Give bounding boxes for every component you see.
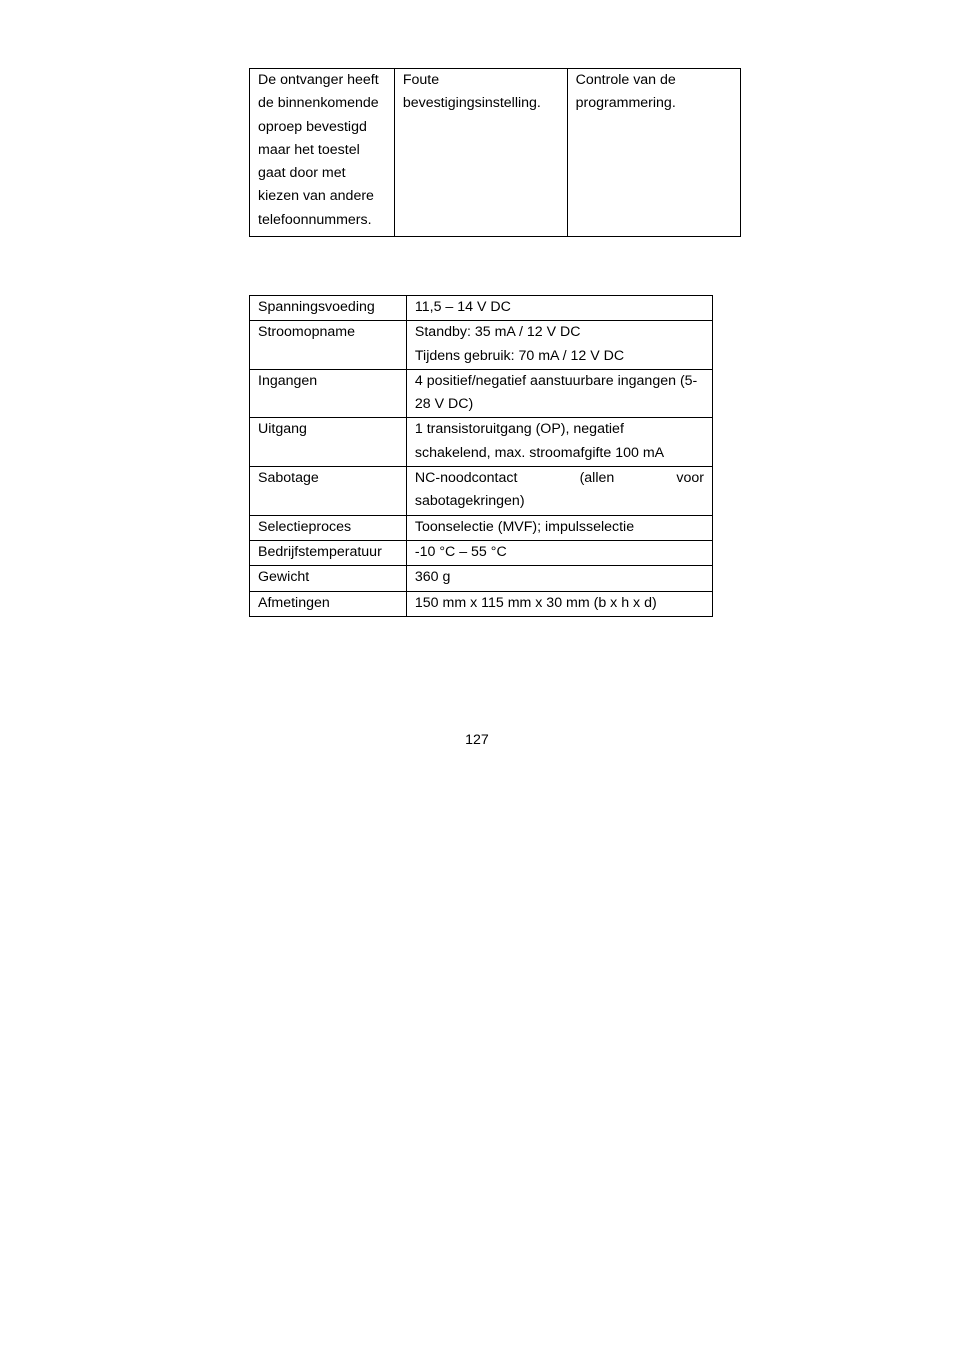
spec-value xyxy=(406,296,712,321)
spec-value-line: 11,5 – 14 V DC xyxy=(414,299,511,315)
table-row xyxy=(250,369,713,418)
remedy-cell xyxy=(567,69,740,237)
problem-line: maar het toestel xyxy=(258,141,360,158)
problem-line: telefoonnummers. xyxy=(258,211,372,228)
specifications-table xyxy=(249,295,713,617)
spec-value-line: 28 V DC) xyxy=(414,396,474,413)
spec-value-line: 150 mm x 115 mm x 30 mm (b x h x d) xyxy=(414,594,657,611)
spec-label: Afmetingen xyxy=(250,591,407,616)
spec-label: Sabotage xyxy=(250,467,407,516)
table-row xyxy=(250,591,713,616)
troubleshooting-table xyxy=(249,68,741,237)
problem-line: gaat door met xyxy=(258,165,346,182)
table-row xyxy=(250,69,741,237)
spec-label: Spanningsvoeding xyxy=(250,296,407,321)
problem-line: De ontvanger heeft xyxy=(258,72,379,88)
spec-label: Uitgang xyxy=(250,418,407,467)
spec-value-line: Standby: 35 mA / 12 V DC xyxy=(414,324,581,341)
table-row xyxy=(250,540,713,565)
problem-cell xyxy=(250,69,395,237)
spec-value xyxy=(406,418,712,467)
spec-label: Stroomopname xyxy=(250,321,407,370)
spec-value-line: schakelend, max. stroomafgifte 100 mA xyxy=(414,444,665,461)
spec-value-line: 1 transistoruitgang (OP), negatief xyxy=(414,421,624,438)
spec-value-line: 4 positief/negatief aanstuurbare ingangen (5- xyxy=(414,372,698,389)
spec-value-line: -10 °C – 55 °C xyxy=(414,543,507,560)
spec-label: Gewicht xyxy=(250,566,407,591)
spec-value xyxy=(406,540,712,565)
spec-label: Selectieproces xyxy=(250,515,407,540)
spec-value xyxy=(406,515,712,540)
spec-value xyxy=(406,321,712,370)
spec-label: Ingangen xyxy=(250,369,407,418)
table-row xyxy=(250,566,713,591)
spec-value-line: 360 g xyxy=(414,569,451,586)
problem-line: de binnenkomende xyxy=(258,95,379,112)
spec-value xyxy=(406,369,712,418)
problem-line: oproep bevestigd xyxy=(258,118,367,135)
table-row xyxy=(250,467,713,516)
remedy-line: Controle van de xyxy=(575,72,676,88)
table-row xyxy=(250,321,713,370)
cause-line: Foute xyxy=(402,72,440,88)
page-number: 127 xyxy=(465,732,489,748)
spec-value xyxy=(406,591,712,616)
spec-value xyxy=(406,566,712,591)
cause-line: bevestigingsinstelling. xyxy=(402,95,541,112)
spec-value-line: NC-noodcontact (allen voor xyxy=(414,470,704,487)
spec-value-line: sabotagekringen) xyxy=(414,493,525,510)
spec-value-line: Tijdens gebruik: 70 mA / 12 V DC xyxy=(414,347,625,364)
remedy-line: programmering. xyxy=(575,95,676,112)
table-row xyxy=(250,296,713,321)
table-row xyxy=(250,515,713,540)
problem-line: kiezen van andere xyxy=(258,188,374,205)
spec-value xyxy=(406,467,712,516)
spec-value-line: Toonselectie (MVF); impulsselectie xyxy=(414,518,635,535)
spec-label: Bedrijfstemperatuur xyxy=(250,540,407,565)
cause-cell xyxy=(394,69,567,237)
table-row xyxy=(250,418,713,467)
